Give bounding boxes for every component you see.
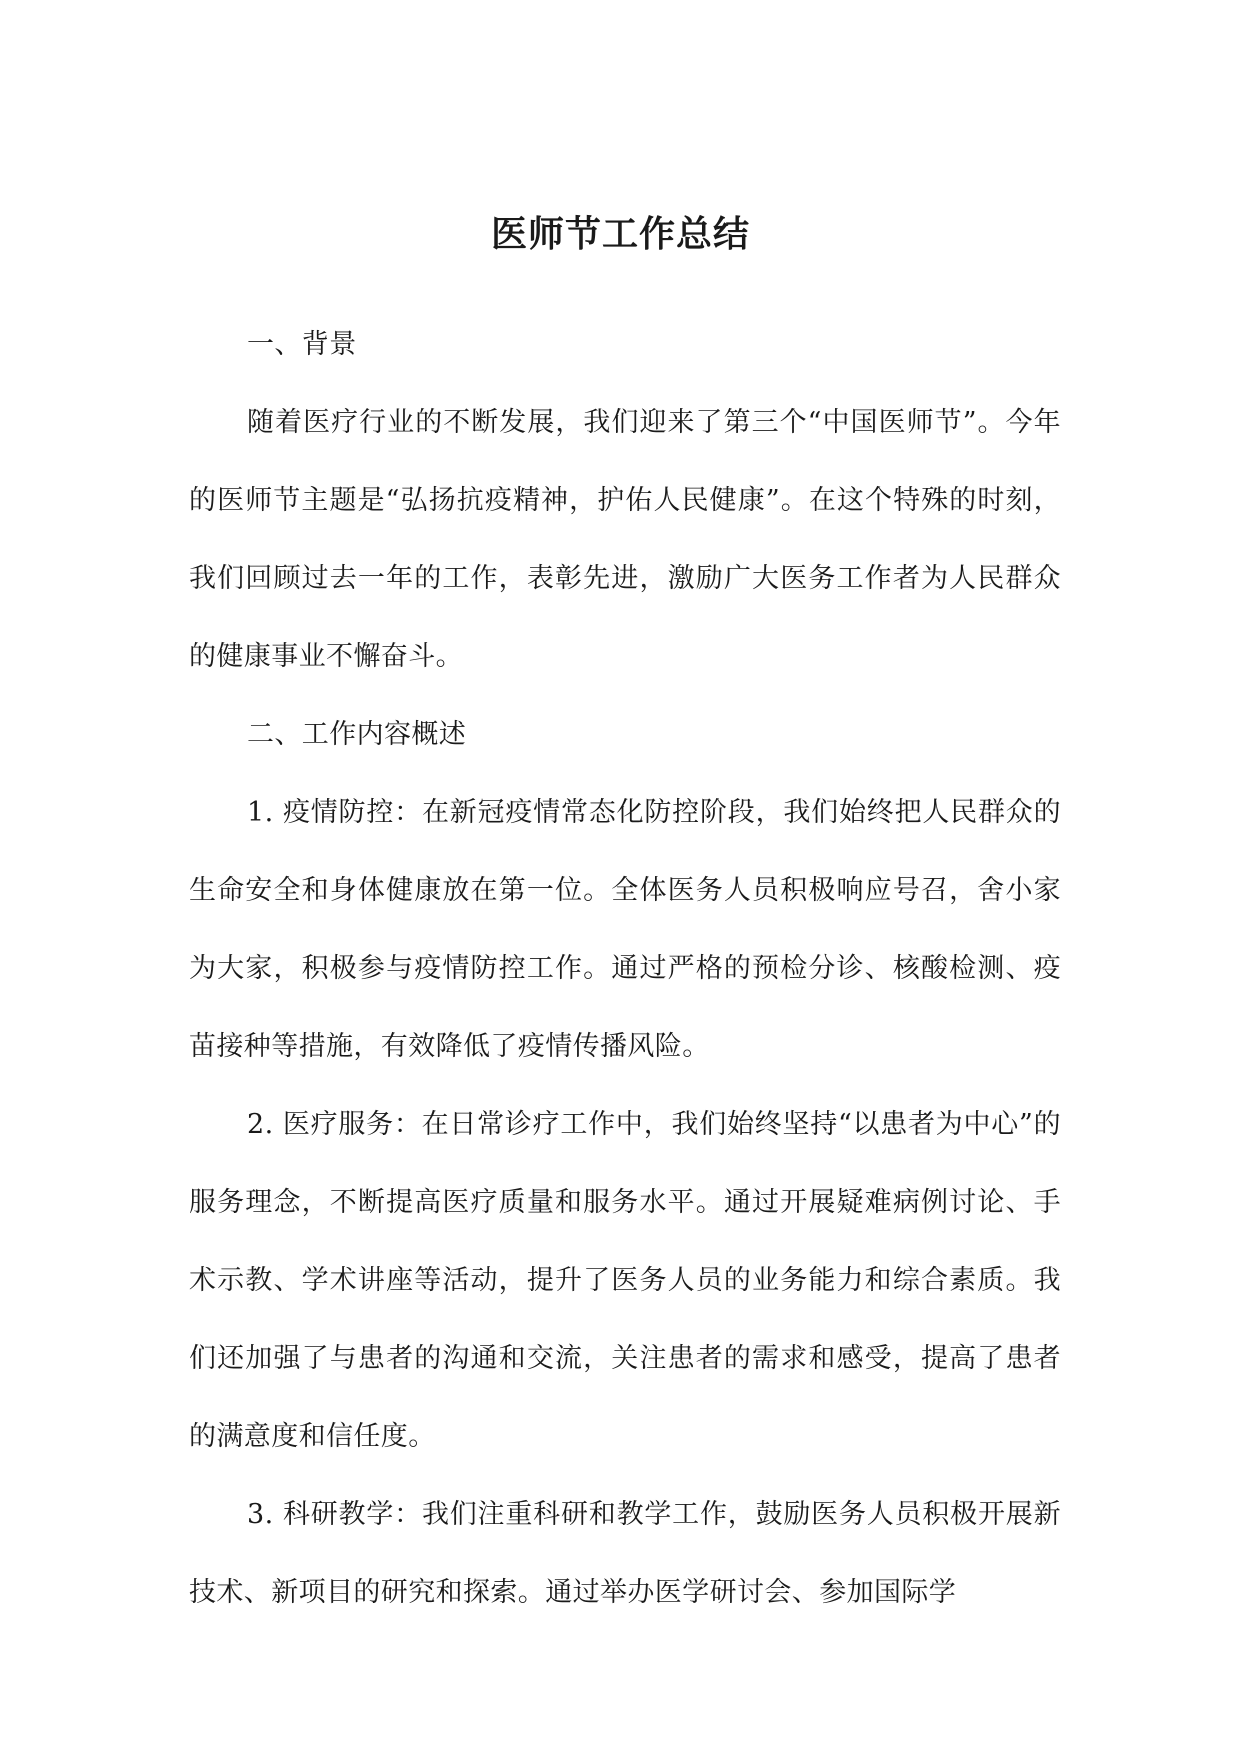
document-title: 医师节工作总结 [490, 213, 750, 256]
section-heading: 一、背景 [247, 329, 357, 360]
section-work-overview [189, 696, 1061, 1632]
paragraph: 3. 科研教学：我们注重科研和教学工作，鼓励医务人员积极开展新技术、新项目的研究和探索。通过举办医学研讨会、参加国际学 [189, 1499, 1061, 1608]
paragraph: 1. 疫情防控：在新冠疫情常态化防控阶段，我们始终把人民群众的生命安全和身体健康放在第一位。全体医务人员积极响应号召，舍小家为大家，积极参与疫情防控工作。通过严格的预检分诊、核酸检测、疫苗接种等措施，有效降低了疫情传播风险。 [189, 797, 1061, 1062]
section-background [189, 306, 1061, 696]
section-heading: 二、工作内容概述 [247, 719, 467, 750]
paragraph: 2. 医疗服务：在日常诊疗工作中，我们始终坚持“以患者为中心”的服务理念，不断提高医疗质量和服务水平。通过开展疑难病例讨论、手术示教、学术讲座等活动，提升了医务人员的业务能力和综合素质。我们还加强了与患者的沟通和交流，关注患者的需求和感受，提高了患者的满意度和信任度。 [189, 1109, 1061, 1452]
document-body [189, 306, 1061, 1632]
paragraph: 随着医疗行业的不断发展，我们迎来了第三个“中国医师节”。今年的医师节主题是“弘扬抗疫精神，护佑人民健康”。在这个特殊的时刻，我们回顾过去一年的工作，表彰先进，激励广大医务工作者为人民群众的健康事业不懈奋斗。 [189, 407, 1061, 672]
